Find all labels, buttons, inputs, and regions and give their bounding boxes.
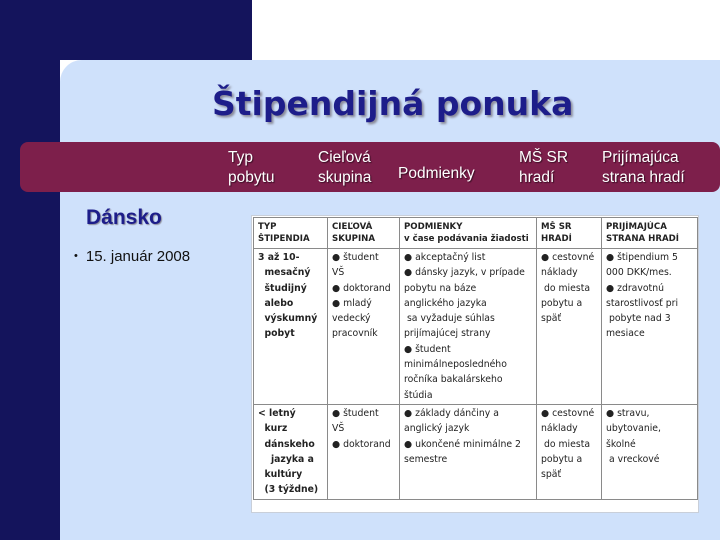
slide-left-bar [0, 0, 60, 540]
table-cell [400, 249, 537, 405]
table-header-row [254, 218, 698, 249]
table-row [254, 404, 698, 499]
table-header-cell [328, 218, 400, 249]
cell-line: ● zdravotnú [606, 282, 664, 294]
slide-title: Štipendijná ponuka [212, 84, 574, 123]
cell-line: ● dánsky jazyk, v prípade [404, 267, 525, 279]
table-header-cell [602, 218, 698, 249]
country-heading: Dánsko [86, 206, 162, 229]
cell-line: vedecký [332, 313, 371, 325]
cell-line: do miesta [541, 438, 591, 450]
cell-line: ročníka bakalárskeho [404, 374, 503, 386]
cell-line: ● cestovné [541, 407, 595, 419]
header-line: PODMIENKY [404, 222, 463, 232]
header-line: SKUPINA [332, 234, 376, 244]
cell-line: do miesta [541, 282, 591, 294]
header-col-skupina: Cieľová skupina [318, 149, 372, 186]
cell-line: anglického jazyka [404, 297, 487, 309]
cell-line: náklady [541, 423, 578, 435]
cell-line: ● ukončené minimálne 2 [404, 438, 521, 450]
cell-line: ● študent [404, 343, 451, 355]
cell-line: späť [541, 313, 562, 325]
cell-line: anglický jazyk [404, 423, 470, 435]
header-col-podmienky: Podmienky [398, 165, 475, 182]
header-line: PRIJÍMAJÚCA [606, 222, 667, 232]
header-line: ŠTIPENDIA [258, 234, 310, 244]
cell-line: alebo [258, 297, 294, 309]
cell-line: 3 až 10- [258, 252, 300, 263]
slide-top-bar [0, 0, 252, 60]
header-col-ms-sr: MŠ SR hradí [519, 149, 569, 186]
cell-line: mesiace [606, 328, 645, 340]
table-cell [537, 249, 602, 405]
table-cell [400, 404, 537, 499]
deadline-text: 15. január 2008 [85, 248, 191, 265]
cell-line: ● doktorand [332, 438, 391, 450]
cell-line: < letný [258, 407, 296, 419]
cell-line: kurz [258, 423, 288, 435]
table-cell [254, 249, 328, 405]
cell-line: ● stravu, [606, 407, 650, 419]
cell-line: pobytu a [541, 453, 583, 465]
cell-line: študijný [258, 282, 307, 294]
cell-line: školné [606, 438, 636, 450]
cell-line: kultúry [258, 469, 303, 481]
cell-line: štúdia [404, 389, 433, 401]
cell-line: 000 DKK/mes. [606, 267, 672, 279]
cell-line: ● akceptačný list [404, 252, 486, 263]
table-row [254, 249, 698, 405]
cell-line: a vreckové [606, 453, 660, 465]
cell-line: semestre [404, 453, 448, 465]
bullet-icon: • [74, 250, 78, 262]
cell-line: ● doktorand [332, 282, 391, 294]
header-col-typ: Typ pobytu [228, 149, 275, 186]
table-cell [328, 249, 400, 405]
cell-line: prijímajúcej strany [404, 328, 491, 340]
cell-line: ● mladý [332, 297, 372, 309]
table-cell [602, 404, 698, 499]
header-line: CIEĽOVÁ [332, 222, 373, 232]
scholarship-table-image [252, 216, 698, 512]
cell-line: sa vyžaduje súhlas [404, 313, 495, 325]
cell-line: výskumný [258, 313, 318, 325]
cell-line: starostlivosť pri [606, 297, 679, 309]
cell-line: späť [541, 469, 562, 481]
cell-line: minimálneposledného [404, 359, 507, 371]
table-header-cell [254, 218, 328, 249]
cell-line: pobyt [258, 328, 295, 340]
header-line: STRANA HRADÍ [606, 234, 679, 244]
table-header-cell [537, 218, 602, 249]
cell-line: ● študent [332, 252, 379, 263]
header-line: MŠ SR [541, 222, 572, 232]
cell-line: pracovník [332, 328, 378, 340]
cell-line: VŠ [332, 267, 345, 279]
cell-line: dánskeho [258, 438, 315, 450]
cell-line: pobyte nad 3 [606, 313, 671, 325]
cell-line: (3 týždne) [258, 484, 319, 496]
cell-line: pobytu na báze [404, 282, 477, 294]
table-cell [328, 404, 400, 499]
table-cell [602, 249, 698, 405]
cell-line: jazyka a [258, 453, 314, 465]
header-line: v čase podávania žiadosti [404, 234, 529, 244]
cell-line: VŠ [332, 423, 345, 435]
table-header-cell [400, 218, 537, 249]
cell-line: ● študent [332, 407, 379, 419]
cell-line: ● základy dánčiny a [404, 407, 499, 419]
scholarship-table [253, 217, 698, 500]
header-line: HRADÍ [541, 234, 572, 244]
cell-line: pobytu a [541, 297, 583, 309]
cell-line: mesačný [258, 267, 311, 279]
table-cell [254, 404, 328, 499]
cell-line: ● cestovné [541, 252, 595, 263]
header-line: TYP [258, 222, 277, 232]
header-col-prijimajuca: Prijímajúca strana hradí [602, 149, 685, 186]
cell-line: náklady [541, 267, 578, 279]
deadline-bullet [74, 248, 190, 265]
cell-line: ● štipendium 5 [606, 252, 678, 263]
cell-line: ubytovanie, [606, 423, 661, 435]
table-cell [537, 404, 602, 499]
